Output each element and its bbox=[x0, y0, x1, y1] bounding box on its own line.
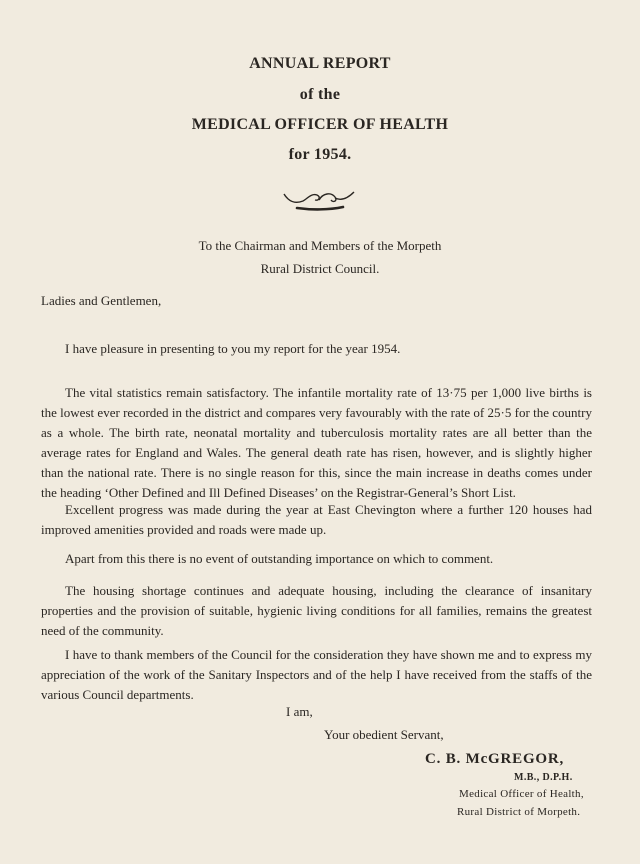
address-line-1: To the Chairman and Members of the Morpeth bbox=[198, 238, 442, 253]
report-title-line-4: for 1954. bbox=[288, 146, 352, 163]
flourish-ornament-icon bbox=[281, 188, 357, 214]
body-paragraph-2: The vital statistics remain satisfactory. The infantile mortality rate of 13·75 per 1,000 live births is the lowest ever recorded in the district and compares very favourably with the rate of 25·5 for the country as a whole. The birth rate, neonatal mortality and tuberculosis mortality rates are all better than the average rates for England and Wales. The general death rate has risen, however, and is slightly higher than the national rate. There is no single reason for this, since the main increase in deaths comes under the heading ‘Other Defined and Ill Defined Diseases’ on the Registrar-General’s Short List. bbox=[41, 385, 592, 500]
signatory-role-line-1: Medical Officer of Health, bbox=[459, 788, 584, 800]
closing-line-2: Your obedient Servant, bbox=[324, 727, 444, 742]
report-title-line-3: MEDICAL OFFICER OF HEALTH bbox=[191, 116, 449, 133]
body-paragraph-3: Excellent progress was made during the year at East Chevington where a further 120 houses had improved amenities provided and roads were made up. bbox=[41, 502, 592, 537]
closing-line-1: I am, bbox=[286, 704, 313, 719]
body-paragraph-5: The housing shortage continues and adequate housing, including the clearance of insanitary properties and the provision of suitable, hygienic living conditions for all families, remains the greatest need of the community. bbox=[41, 583, 592, 638]
address-line-2: Rural District Council. bbox=[260, 261, 380, 276]
signatory-role-line-2: Rural District of Morpeth. bbox=[457, 806, 581, 818]
body-paragraph-4: Apart from this there is no event of outstanding importance on which to comment. bbox=[65, 551, 494, 566]
body-paragraph-1: I have pleasure in presenting to you my report for the year 1954. bbox=[65, 341, 401, 356]
report-title-line-1: ANNUAL REPORT bbox=[249, 55, 391, 72]
signatory-qualifications: M.B., D.P.H. bbox=[514, 772, 573, 783]
signatory-name: C. B. McGREGOR, bbox=[425, 751, 565, 767]
body-paragraph-6: I have to thank members of the Council for the consideration they have shown me and to express my appreciation of the work of the Sanitary Inspectors and of the help I have received from the staffs of the various Council departments. bbox=[41, 647, 592, 702]
salutation: Ladies and Gentlemen, bbox=[41, 293, 162, 308]
report-title-line-2: of the bbox=[299, 86, 341, 103]
